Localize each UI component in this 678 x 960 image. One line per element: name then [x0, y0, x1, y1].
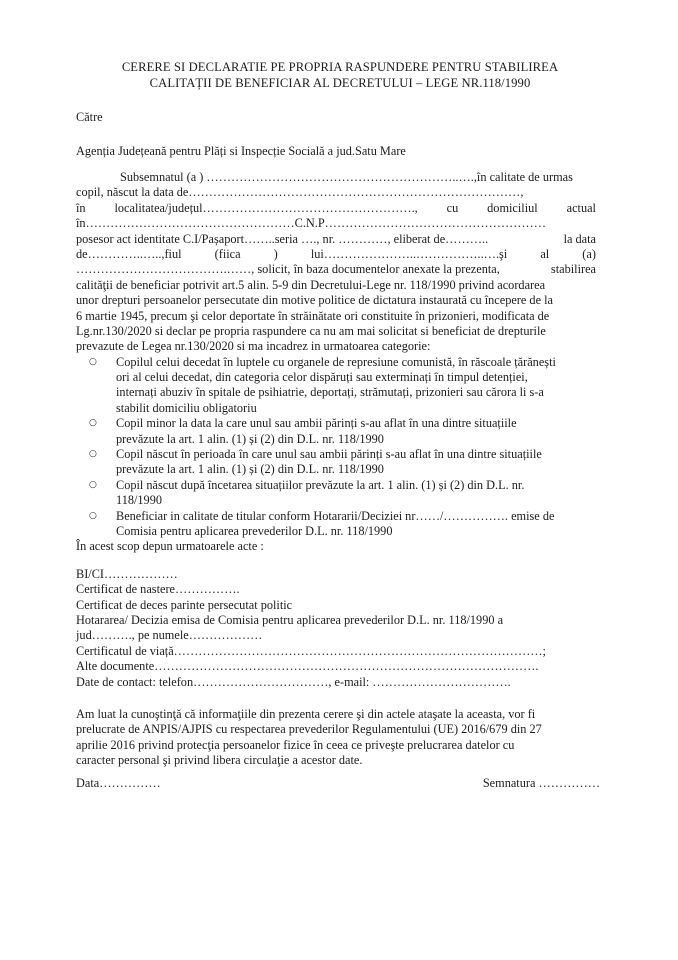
text-segment: lui…………………..……………..….şi [310, 246, 508, 261]
text-segment: (a) [582, 246, 596, 261]
text-segment: Certificatul de viață………………………………………………………………………………; [76, 643, 546, 658]
text-segment: ……………………………….……, solicit, în baza documentelor anexate la prezenta, [76, 262, 500, 277]
intro-paragraph [76, 170, 596, 355]
bullet-circle-icon: ○ [89, 510, 97, 521]
intro-line [76, 247, 596, 262]
text-segment: jud………., pe numele……………… [76, 628, 263, 643]
act-line [76, 613, 596, 628]
gdpr-line [76, 738, 596, 753]
text-segment: Subsemnatul (a ) ……………………………………………………..….,în calitate de urmas [120, 170, 573, 184]
text-segment: în [76, 200, 86, 215]
text-segment: aprilie 2016 privind protecţia persoanelor fizice în ceea ce priveşte prelucrarea datelor cu [76, 737, 515, 752]
act-line [76, 598, 596, 613]
category-line [116, 370, 596, 385]
text-segment: internați abuziv în spitale de psihiatrie, deportați, strămutați, prizonieri sau cărora li s-a [116, 385, 544, 400]
text-segment: Date de contact: telefon……………………………, e-mail: ……………………………. [76, 674, 511, 689]
text-segment: BI/CI……………… [76, 566, 178, 581]
text-segment: domiciliul [487, 200, 538, 215]
act-line [76, 644, 596, 659]
intro-line [76, 293, 596, 308]
intro-line [76, 170, 596, 185]
category-line [116, 478, 596, 493]
addressee-label: Către [76, 110, 103, 124]
text-segment: caracter personal şi privind libera circulaţie a acestor date. [76, 753, 363, 768]
text-segment: al [540, 246, 550, 261]
text-segment: 6 martie 1945, precum şi celor deportate în străinătate ori constituite în prizonieri, modificata de [76, 308, 550, 323]
category-line [116, 355, 596, 370]
gdpr-line [76, 753, 596, 768]
title-line: CERERE SI DECLARATIE PE PROPRIA RASPUNDERE PENTRU STABILIREA [121, 60, 559, 74]
intro-line [76, 278, 596, 293]
title-line: CALITAȚII DE BENEFICIAR AL DECRETULUI – LEGE NR.118/1990 [149, 75, 531, 90]
category-line [116, 493, 596, 508]
request-body [76, 170, 596, 768]
acts-intro: În acest scop depun urmatoarele acte : [76, 539, 264, 554]
category-line [116, 462, 596, 477]
act-line [76, 659, 596, 674]
text-segment: Copil minor la data la care unul sau ambii părinți s-au aflat în una dintre situațiile [116, 416, 517, 431]
bullet-circle-icon: ○ [89, 479, 97, 490]
bullet-circle-icon: ○ [89, 356, 97, 367]
signature-field: Semnatura …………… [482, 776, 600, 790]
text-segment: Certificat de deces parinte persecutat politic [76, 597, 293, 612]
bullet-circle-icon: ○ [89, 418, 97, 429]
category-line [116, 432, 596, 447]
text-segment: Certificat de nastere……………. [76, 582, 240, 597]
bullet-circle-icon: ○ [89, 449, 97, 460]
text-segment: unor drepturi persoanelor persecutate din motive politice de dictatura instaurată cu începere de la [76, 293, 553, 308]
text-segment: prelucrate de ANPIS/AJPIS cu respectarea prevederilor Regulamentului (UE) 2016/679 din 27 [76, 722, 542, 737]
gdpr-line [76, 722, 596, 737]
text-segment: Copilul celui decedat în luptele cu organele de represiune comunistă, în răscoale țărănești [116, 354, 556, 369]
category-line [116, 416, 596, 431]
text-segment: prevăzute la art. 1 alin. (1) și (2) din D.L. nr. 118/1990 [116, 431, 384, 446]
act-line [76, 567, 596, 582]
text-segment: 118/1990 [116, 493, 162, 508]
text-segment: Copil născut în perioada în care unul sau ambii părinți s-au aflat în una dintre situațiile [116, 447, 542, 462]
text-segment: cu [446, 200, 459, 215]
category-item [76, 355, 596, 417]
text-segment: prevăzute la art. 1 alin. (1) și (2) din D.L. nr. 118/1990 [116, 462, 384, 477]
date-field: Data…………… [76, 776, 161, 790]
text-segment: calităţii de beneficiar potrivit art.5 alin. 5-9 din Decretului-Lege nr. 118/1990 privind acordarea [76, 277, 546, 292]
signature-row [76, 776, 600, 791]
gdpr-paragraph [76, 707, 596, 769]
act-line [76, 675, 596, 690]
intro-line [76, 216, 596, 231]
intro-line [76, 262, 596, 277]
document-title [90, 60, 590, 91]
intro-line [76, 324, 596, 339]
text-segment: Copil născut după încetarea situațiilor prevăzute la art. 1 alin. (1) și (2) din D.L. nr. [116, 477, 525, 492]
text-segment: Comisia pentru aplicarea prevederilor D.L. nr. 118/1990 [116, 523, 393, 538]
act-line [76, 628, 596, 643]
text-segment: prevazute de Legea nr.130/2020 si ma incadrez in urmatoarea categorie: [76, 339, 431, 354]
addressee-agency: Agenția Județeană pentru Plăți si Inspecție Socială a jud.Satu Mare [76, 144, 406, 158]
category-line [116, 509, 596, 524]
intro-line [76, 201, 596, 216]
gdpr-line [76, 707, 596, 722]
category-line [116, 447, 596, 462]
category-line [116, 385, 596, 400]
category-item [76, 447, 596, 478]
intro-line [76, 232, 596, 247]
text-segment: localitatea/județul……………………………………………., [114, 200, 418, 215]
category-item [76, 478, 596, 509]
text-segment: în……………………………………………C.N.P……………………………………………… [76, 216, 547, 231]
text-segment: copil, născut la data de………………………………………………………………………, [76, 185, 524, 200]
acts-list [76, 567, 596, 690]
text-segment: posesor act identitate C.I/Pașaport……..seria …., nr. …………, eliberat de……….. [76, 231, 489, 246]
category-line [116, 524, 596, 539]
text-segment: la data [563, 231, 596, 246]
text-segment: actual [566, 200, 596, 215]
text-segment: stabilit domiciliu obligatoriu [116, 400, 257, 415]
category-item [76, 509, 596, 540]
category-list [76, 355, 596, 540]
text-segment: ori al celui decedat, din categoria celor dispăruți sau exterminați în timpul detenției, [116, 370, 528, 385]
category-item [76, 416, 596, 447]
intro-line [76, 309, 596, 324]
text-segment: Lg.nr.130/2020 si declar pe propria raspundere ca nu am mai solicitat si beneficiat de drepturile [76, 323, 546, 338]
text-segment: ) [273, 246, 278, 261]
text-segment: Alte documente…………………………………………………………………………………. [76, 659, 539, 674]
intro-line [76, 339, 596, 354]
intro-line [76, 185, 596, 200]
text-segment: stabilirea [550, 262, 596, 277]
act-line [76, 582, 596, 597]
text-segment: de…………..…..,fiul [76, 246, 182, 261]
text-segment: Beneficiar in calitate de titular conform Hotararii/Deciziei nr……/……………. emise de [116, 508, 555, 523]
text-segment: Am luat la cunoştinţă că informaţiile din prezenta cerere şi din actele ataşate la aceasta, vor fi [76, 706, 536, 721]
category-line [116, 401, 596, 416]
text-segment: Hotararea/ Decizia emisa de Comisia pentru aplicarea prevederilor D.L. nr. 118/1990 a [76, 612, 504, 627]
text-segment: (fiica [214, 246, 241, 261]
